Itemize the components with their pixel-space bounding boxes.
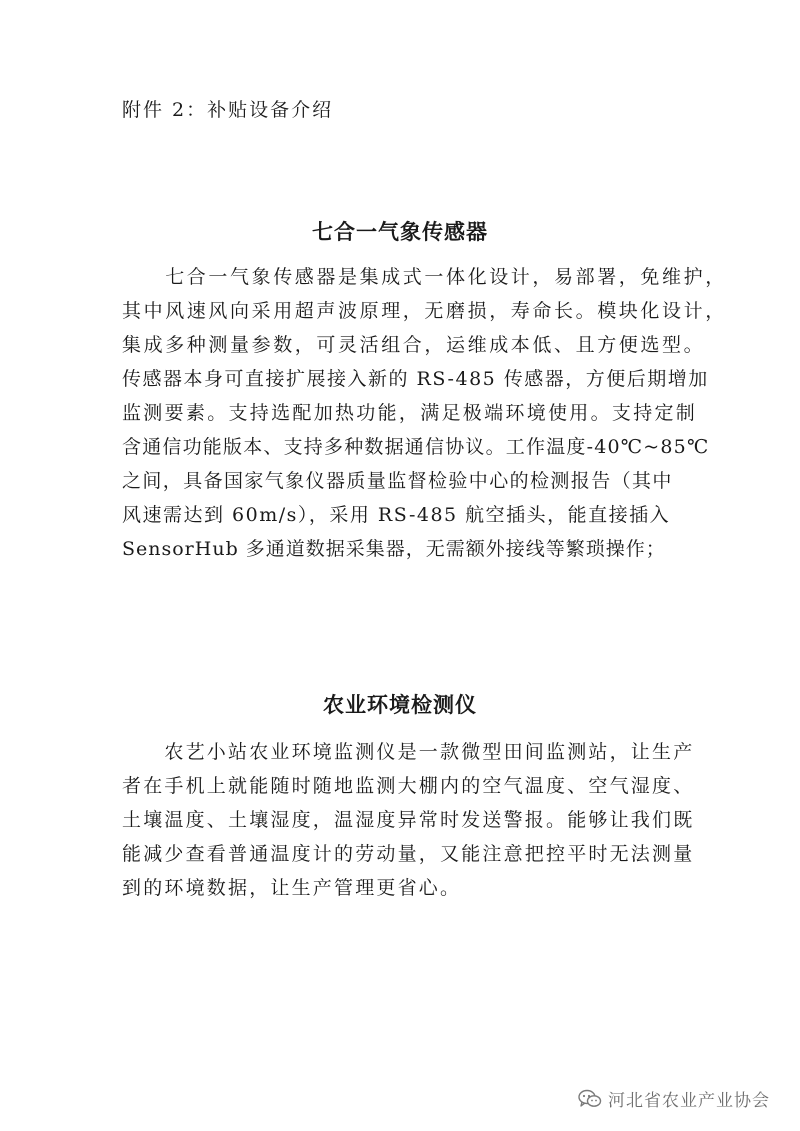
paragraph-line: 之间，具备国家气象仪器质量监督检验中心的检测报告（其中 (122, 470, 673, 492)
paragraph-line: 其中风速风向采用超声波原理，无磨损，寿命长。模块化设计， (122, 300, 727, 322)
paragraph-line: 风速需达到 60m/s），采用 RS-485 航空插头，能直接插入 (122, 504, 671, 526)
paragraph-line: 集成多种测量参数，可灵活组合，运维成本低、且方便选型。 (122, 334, 706, 356)
paragraph-line: 到的环境数据，让生产管理更省心。 (122, 877, 462, 899)
watermark (578, 1086, 770, 1111)
paragraph-line: 农艺小站农业环境监测仪是一款微型田间监测站，让生产 (122, 741, 695, 763)
section-title-agri-monitor: 农业环境检测仪 (323, 693, 477, 717)
paragraph-line: 含通信功能版本、支持多种数据通信协议。工作温度-40℃~85℃ (122, 436, 710, 458)
paragraph-line: 监测要素。支持选配加热功能，满足极端环境使用。支持定制 (122, 402, 698, 424)
paragraph-line: 能减少查看普通温度计的劳动量，又能注意把控平时无法测量 (122, 843, 695, 865)
paragraph-line: 七合一气象传感器是集成式一体化设计，易部署，免维护， (122, 266, 727, 288)
agri-monitor-paragraph (122, 735, 722, 905)
attachment-label: 附件 2：补贴设备介绍 (122, 99, 334, 121)
wechat-icon (578, 1089, 602, 1109)
paragraph-line: 土壤温度、土壤湿度，温湿度异常时发送警报。能够让我们既 (122, 809, 695, 831)
paragraph-line: 者在手机上就能随时随地监测大棚内的空气温度、空气湿度、 (122, 775, 695, 797)
paragraph-line: SensorHub 多通道数据采集器，无需额外接线等繁琐操作； (122, 538, 666, 560)
watermark-text: 河北省农业产业协会 (608, 1091, 770, 1111)
section-title-weather-sensor: 七合一气象传感器 (312, 220, 488, 244)
paragraph-line: 传感器本身可直接扩展接入新的 RS-485 传感器，方便后期增加 (122, 368, 709, 390)
weather-sensor-paragraph (122, 260, 727, 566)
